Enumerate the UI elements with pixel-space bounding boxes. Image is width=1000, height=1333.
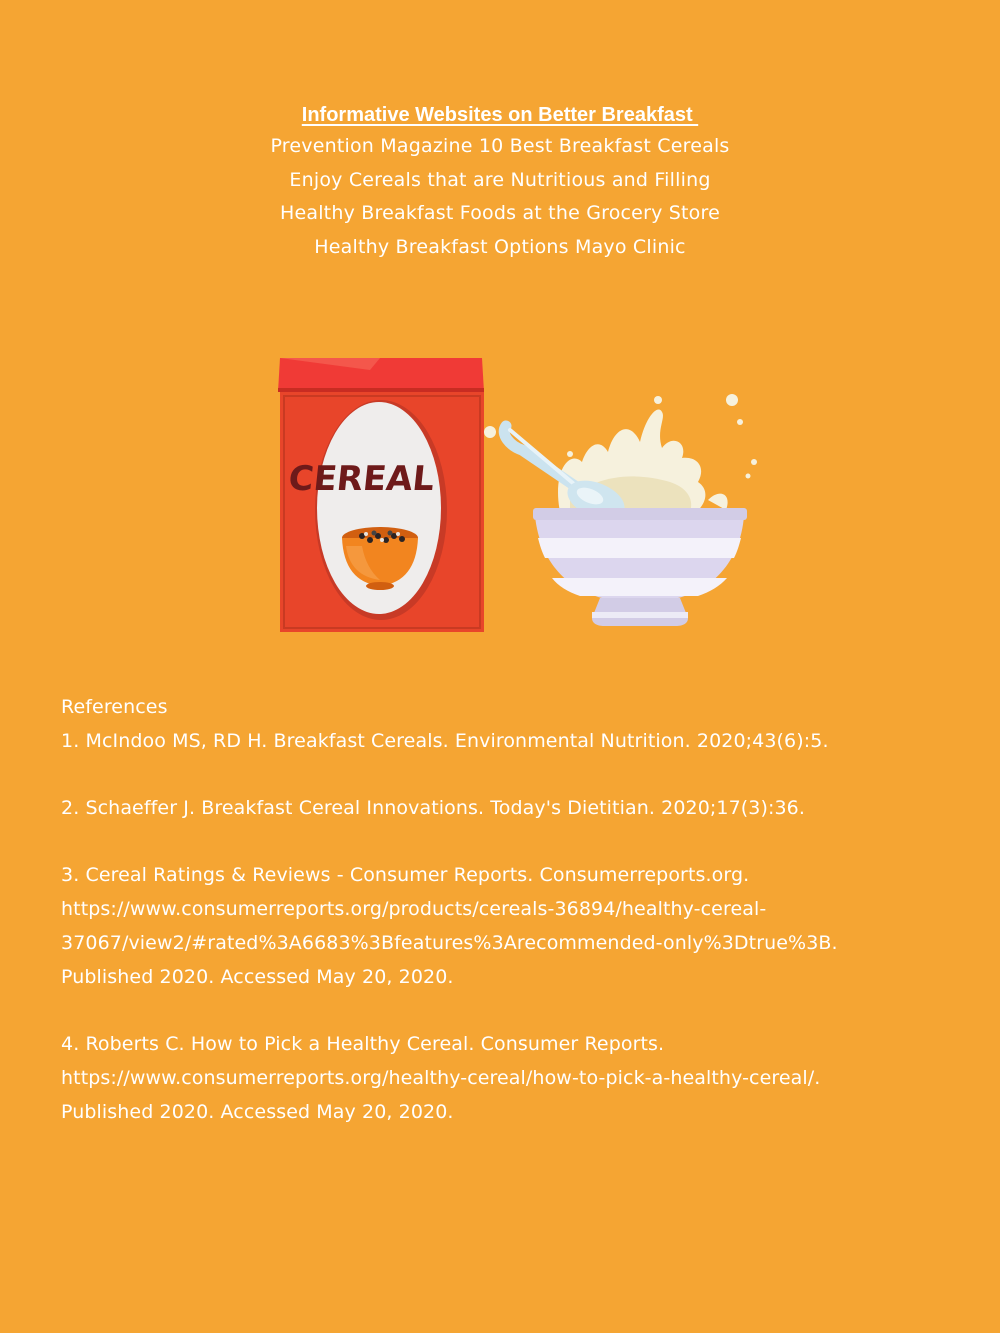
reference-4-url[interactable]: https://www.consumerreports.org/healthy-cereal/how-to-pick-a-healthy-cereal/. xyxy=(61,1067,821,1089)
websites-heading: Informative Websites on Better Breakfast xyxy=(301,104,699,126)
cereal-illustration xyxy=(270,350,770,640)
reference-3 xyxy=(61,858,981,994)
reference-3-line-1: 3. Cereal Ratings & Reviews - Consumer Reports. Consumerreports.org. xyxy=(61,864,750,886)
references-section xyxy=(61,690,981,1162)
reference-1-line-1: 1. McIndoo MS, RD H. Breakfast Cereals. Environmental Nutrition. 2020;43(6):5. xyxy=(61,730,829,752)
websites-list xyxy=(0,130,1000,264)
cereal-illustration-svg xyxy=(270,350,770,640)
reference-4-line-3: Published 2020. Accessed May 20, 2020. xyxy=(61,1101,454,1123)
cereal-bowl-icon xyxy=(533,508,747,626)
reference-4 xyxy=(61,1027,981,1129)
references-title: References xyxy=(61,696,168,718)
reference-2 xyxy=(61,791,981,825)
link-mayo-clinic[interactable]: Healthy Breakfast Options Mayo Clinic xyxy=(314,235,686,258)
reference-1 xyxy=(61,724,981,758)
reference-3-url-line-1[interactable]: https://www.consumerreports.org/products/cereals-36894/healthy-cereal- xyxy=(61,898,767,920)
informative-websites-section xyxy=(0,100,1000,264)
link-grocery-store-foods[interactable]: Healthy Breakfast Foods at the Grocery Store xyxy=(279,202,720,224)
cereal-box-icon xyxy=(278,358,484,632)
reference-3-url-line-2[interactable]: 37067/view2/#rated%3A6683%3Bfeatures%3Arecommended-only%3Dtrue%3B. xyxy=(61,932,838,954)
cereal-box-label: CEREAL xyxy=(286,459,437,499)
link-nutritious-cereals[interactable]: Enjoy Cereals that are Nutritious and Filling xyxy=(289,168,711,191)
reference-2-line-1: 2. Schaeffer J. Breakfast Cereal Innovations. Today's Dietitian. 2020;17(3):36. xyxy=(61,797,806,819)
reference-3-line-4: Published 2020. Accessed May 20, 2020. xyxy=(61,966,454,988)
link-prevention-magazine[interactable]: Prevention Magazine 10 Best Breakfast Cereals xyxy=(270,135,730,157)
reference-4-line-1: 4. Roberts C. How to Pick a Healthy Cereal. Consumer Reports. xyxy=(61,1033,665,1055)
